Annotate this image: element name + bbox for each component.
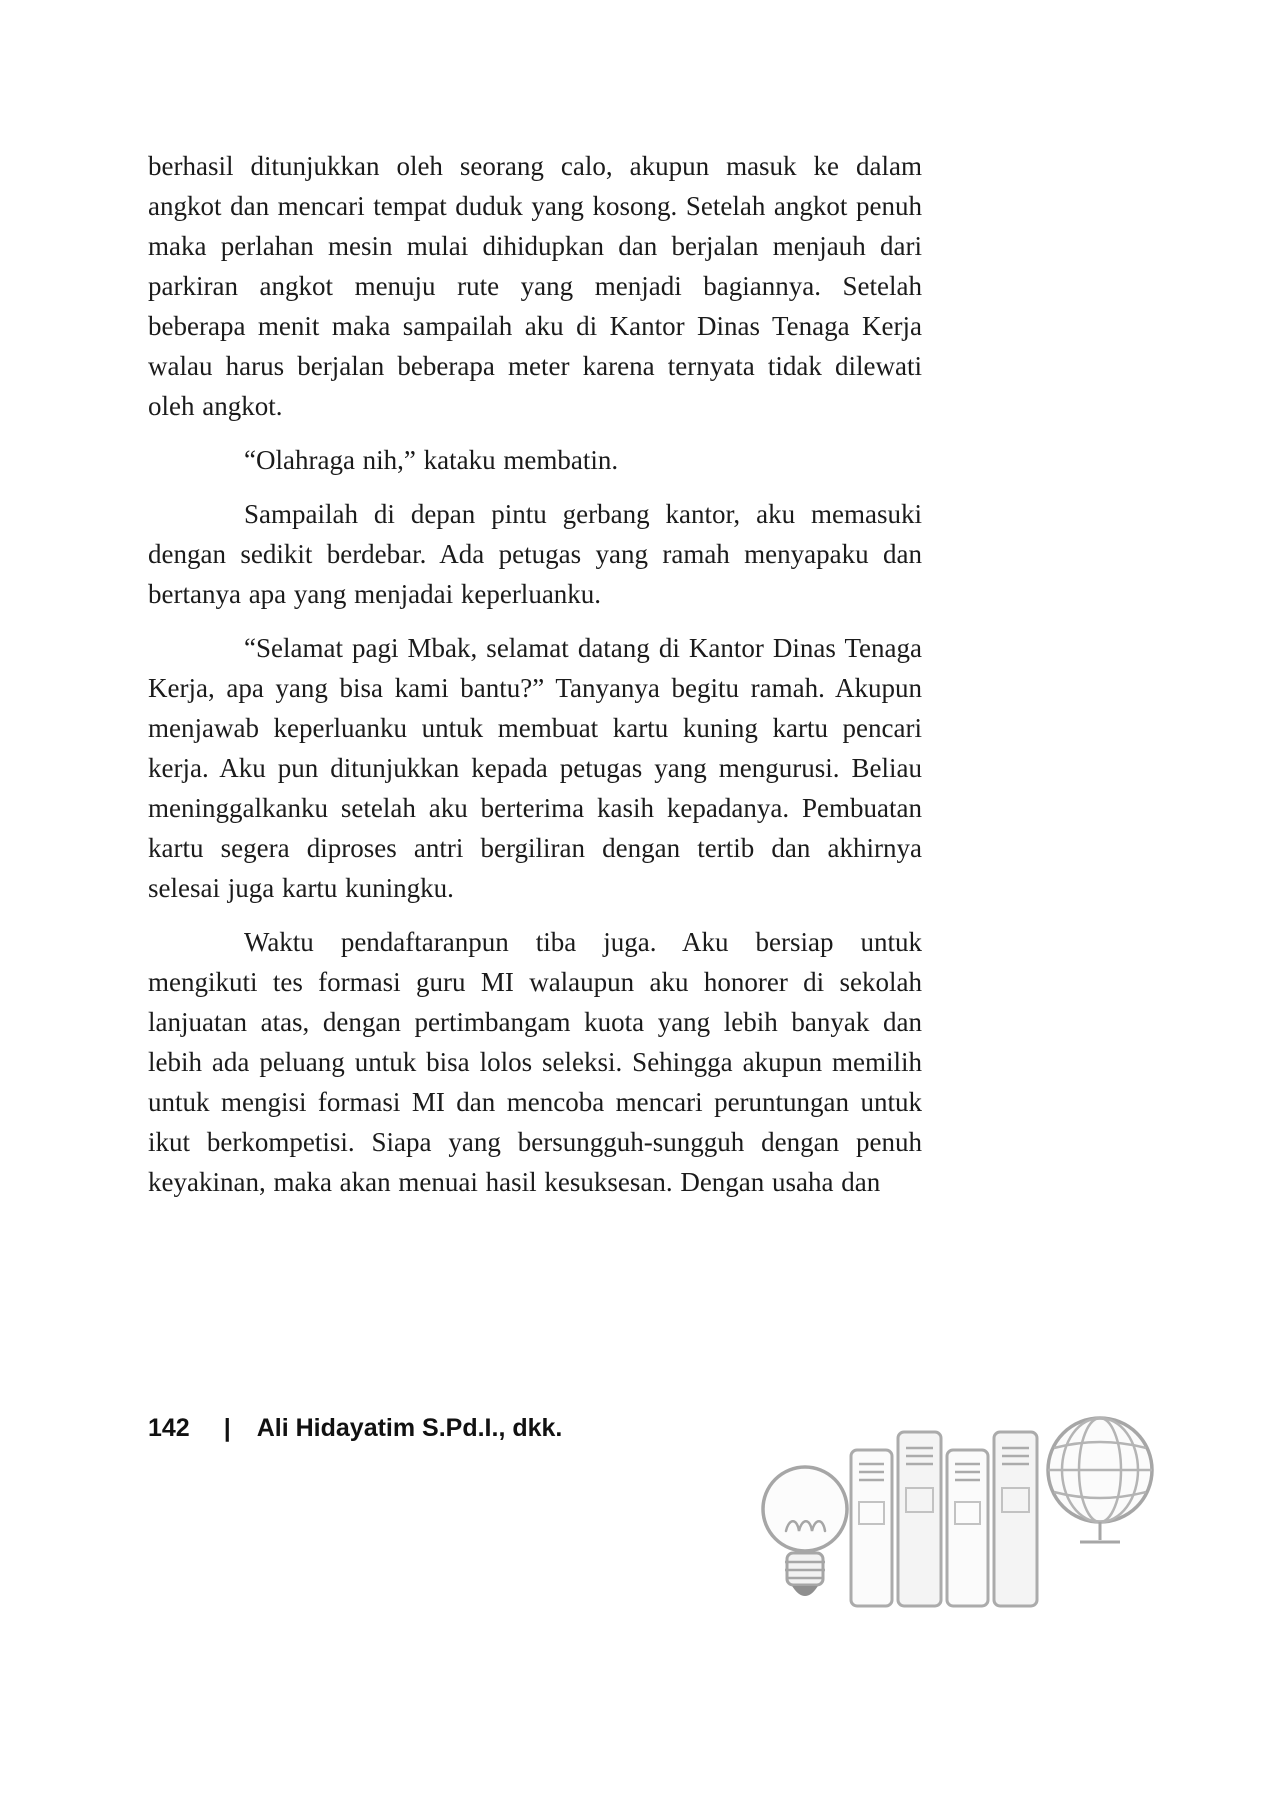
paragraph: berhasil ditunjukkan oleh seorang calo, akupun masuk ke dalam angkot dan mencari tempat duduk yang kosong. Setelah angkot penuh maka perlahan mesin mulai dihidupkan dan berjalan menjauh dari parkiran angkot menuju rute yang menjadi bagiannya. Setelah beberapa menit maka sampailah aku di Kantor Dinas Tenaga Kerja walau harus berjalan beberapa meter karena ternyata tidak dilewati oleh angkot. [148, 151, 922, 421]
page-number: 142 [148, 1414, 190, 1442]
page-footer [148, 1414, 562, 1443]
footer-separator: | [223, 1414, 231, 1442]
globe-icon [1042, 1412, 1160, 1552]
paragraph: Waktu pendaftaranpun tiba juga. Aku bersiap untuk mengikuti tes formasi guru MI walaupun aku honorer di sekolah lanjuatan atas, dengan pertimbangam kuota yang lebih banyak dan lebih ada peluang untuk bisa lolos seleksi. Sehingga akupun memilih untuk mengisi formasi MI dan mencoba mencari peruntungan untuk ikut berkompetisi. Siapa yang bersungguh-sungguh dengan penuh keyakinan, maka akan menuai hasil kesuksesan. Dengan usaha dan [148, 927, 922, 1197]
footer-author: Ali Hidayatim S.Pd.I., dkk. [256, 1414, 563, 1442]
books-icon [848, 1424, 1043, 1610]
paragraph: “Selamat pagi Mbak, selamat datang di Kantor Dinas Tenaga Kerja, apa yang bisa kami bantu?” Tanyanya begitu ramah. Akupun menjawab keperluanku untuk membuat kartu kuning kartu pencari kerja. Aku pun ditunjukkan kepada petugas yang mengurusi. Beliau meninggalkanku setelah aku berterima kasih kepadanya. Pembuatan kartu segera diproses antri bergiliran dengan tertib dan akhirnya selesai juga kartu kuningku. [148, 633, 922, 903]
paragraph: “Olahraga nih,” kataku membatin. [244, 445, 619, 475]
lightbulb-icon [755, 1463, 855, 1613]
decorative-graphics [740, 1408, 1268, 1618]
body-text [148, 146, 922, 1216]
paragraph: Sampailah di depan pintu gerbang kantor, aku memasuki dengan sedikit berdebar. Ada petugas yang ramah menyapaku dan bertanya apa yang menjadai keperluanku. [148, 499, 922, 609]
